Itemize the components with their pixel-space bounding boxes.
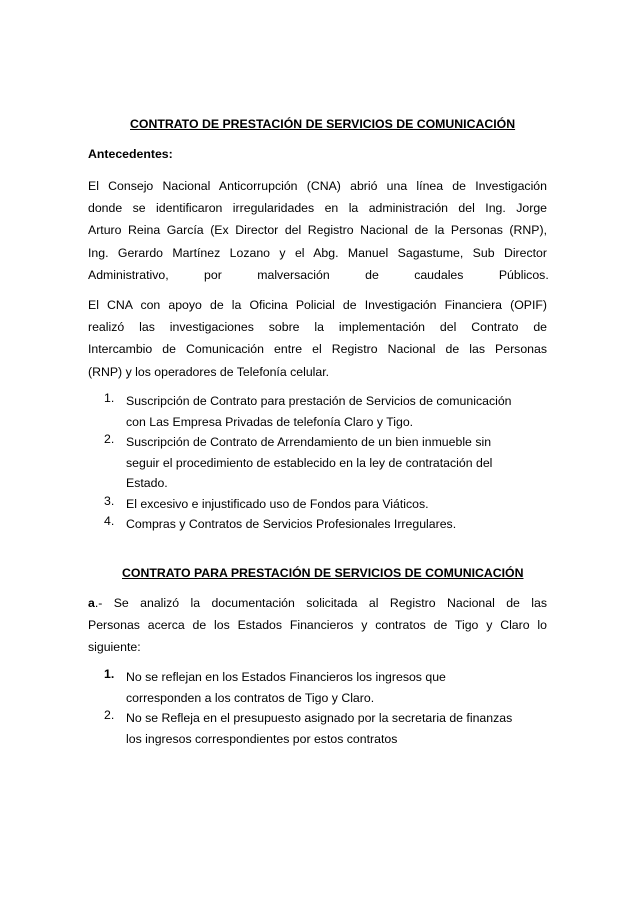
irregularities-list	[104, 391, 512, 535]
list-line: No se Refleja en el presupuesto asignado por la secretaria de finanzas	[126, 711, 513, 725]
paragraph-text: .- Se analizó la documentación solicitada al Registro Nacional de las	[94, 596, 547, 610]
list-item	[104, 514, 512, 535]
list-line: El excesivo e injustificado uso de Fondos para Viáticos.	[126, 496, 429, 511]
list-line: Suscripción de Contrato de Arrendamiento de un bien inmueble sin	[126, 435, 492, 449]
list-line: No se reflejan en los Estados Financieros los ingresos que	[126, 670, 446, 684]
paragraph-line: realizó las investigaciones sobre la implementación del Contrato de	[88, 320, 547, 335]
paragraph-line: Arturo Reina García (Ex Director del Registro Nacional de la Personas (RNP),	[88, 223, 547, 238]
paragraph-line: El Consejo Nacional Anticorrupción (CNA) abrió una línea de Investigación	[88, 179, 547, 193]
list-number: 4.	[104, 514, 115, 528]
paragraph-line: donde se identificaron irregularidades en la administración del Ing. Jorge	[88, 201, 547, 216]
paragraph-line: Administrativo, por malversación de caudales Públicos.	[88, 267, 549, 282]
list-number: 1.	[104, 667, 115, 681]
section-title: CONTRATO PARA PRESTACIÓN DE SERVICIOS DE COMUNICACIÓN	[122, 566, 524, 580]
list-line: Suscripción de Contrato para prestación de Servicios de comunicación	[126, 394, 512, 408]
list-item	[104, 494, 512, 515]
list-item	[104, 432, 512, 494]
list-number: 3.	[104, 493, 115, 508]
contract-title: CONTRATO DE PRESTACIÓN DE SERVICIOS DE COMUNICACIÓN	[130, 117, 516, 131]
paragraph-line: El CNA con apoyo de la Oficina Policial de Investigación Financiera (OPIF)	[88, 298, 547, 312]
list-line: corresponden a los contratos de Tigo y Claro.	[126, 690, 375, 705]
list-item	[104, 391, 512, 432]
list-number: 2.	[104, 708, 115, 722]
list-line: con Las Empresa Privadas de telefonía Claro y Tigo.	[126, 414, 414, 429]
paragraph-antecedentes	[88, 175, 547, 286]
findings-list	[104, 667, 512, 749]
list-line: Compras y Contratos de Servicios Profesionales Irregulares.	[126, 517, 457, 531]
list-line: seguir el procedimiento de establecido en la ley de contratación del	[126, 455, 493, 470]
list-line: Estado.	[126, 476, 168, 490]
antecedentes-label: Antecedentes:	[88, 147, 173, 161]
list-item	[104, 708, 512, 749]
paragraph-line: Ing. Gerardo Martínez Lozano y el Abg. Manuel Sagastume, Sub Director	[88, 245, 547, 260]
paragraph-line: (RNP) y los operadores de Telefonía celular.	[88, 364, 330, 379]
list-line: los ingresos correspondientes por estos contratos	[126, 731, 398, 746]
list-number: 1.	[104, 391, 115, 405]
paragraph-line: siguiente:	[88, 640, 141, 655]
list-item	[104, 667, 512, 708]
paragraph-lead: a	[88, 596, 95, 610]
paragraph-analysis	[88, 592, 547, 659]
paragraph-investigation	[88, 294, 547, 383]
paragraph-line	[88, 592, 547, 614]
paragraph-line: Personas acerca de los Estados Financieros y contratos de Tigo y Claro lo	[88, 618, 547, 633]
list-number: 2.	[104, 432, 115, 446]
paragraph-line: Intercambio de Comunicación entre el Registro Nacional de las Personas	[88, 342, 547, 357]
